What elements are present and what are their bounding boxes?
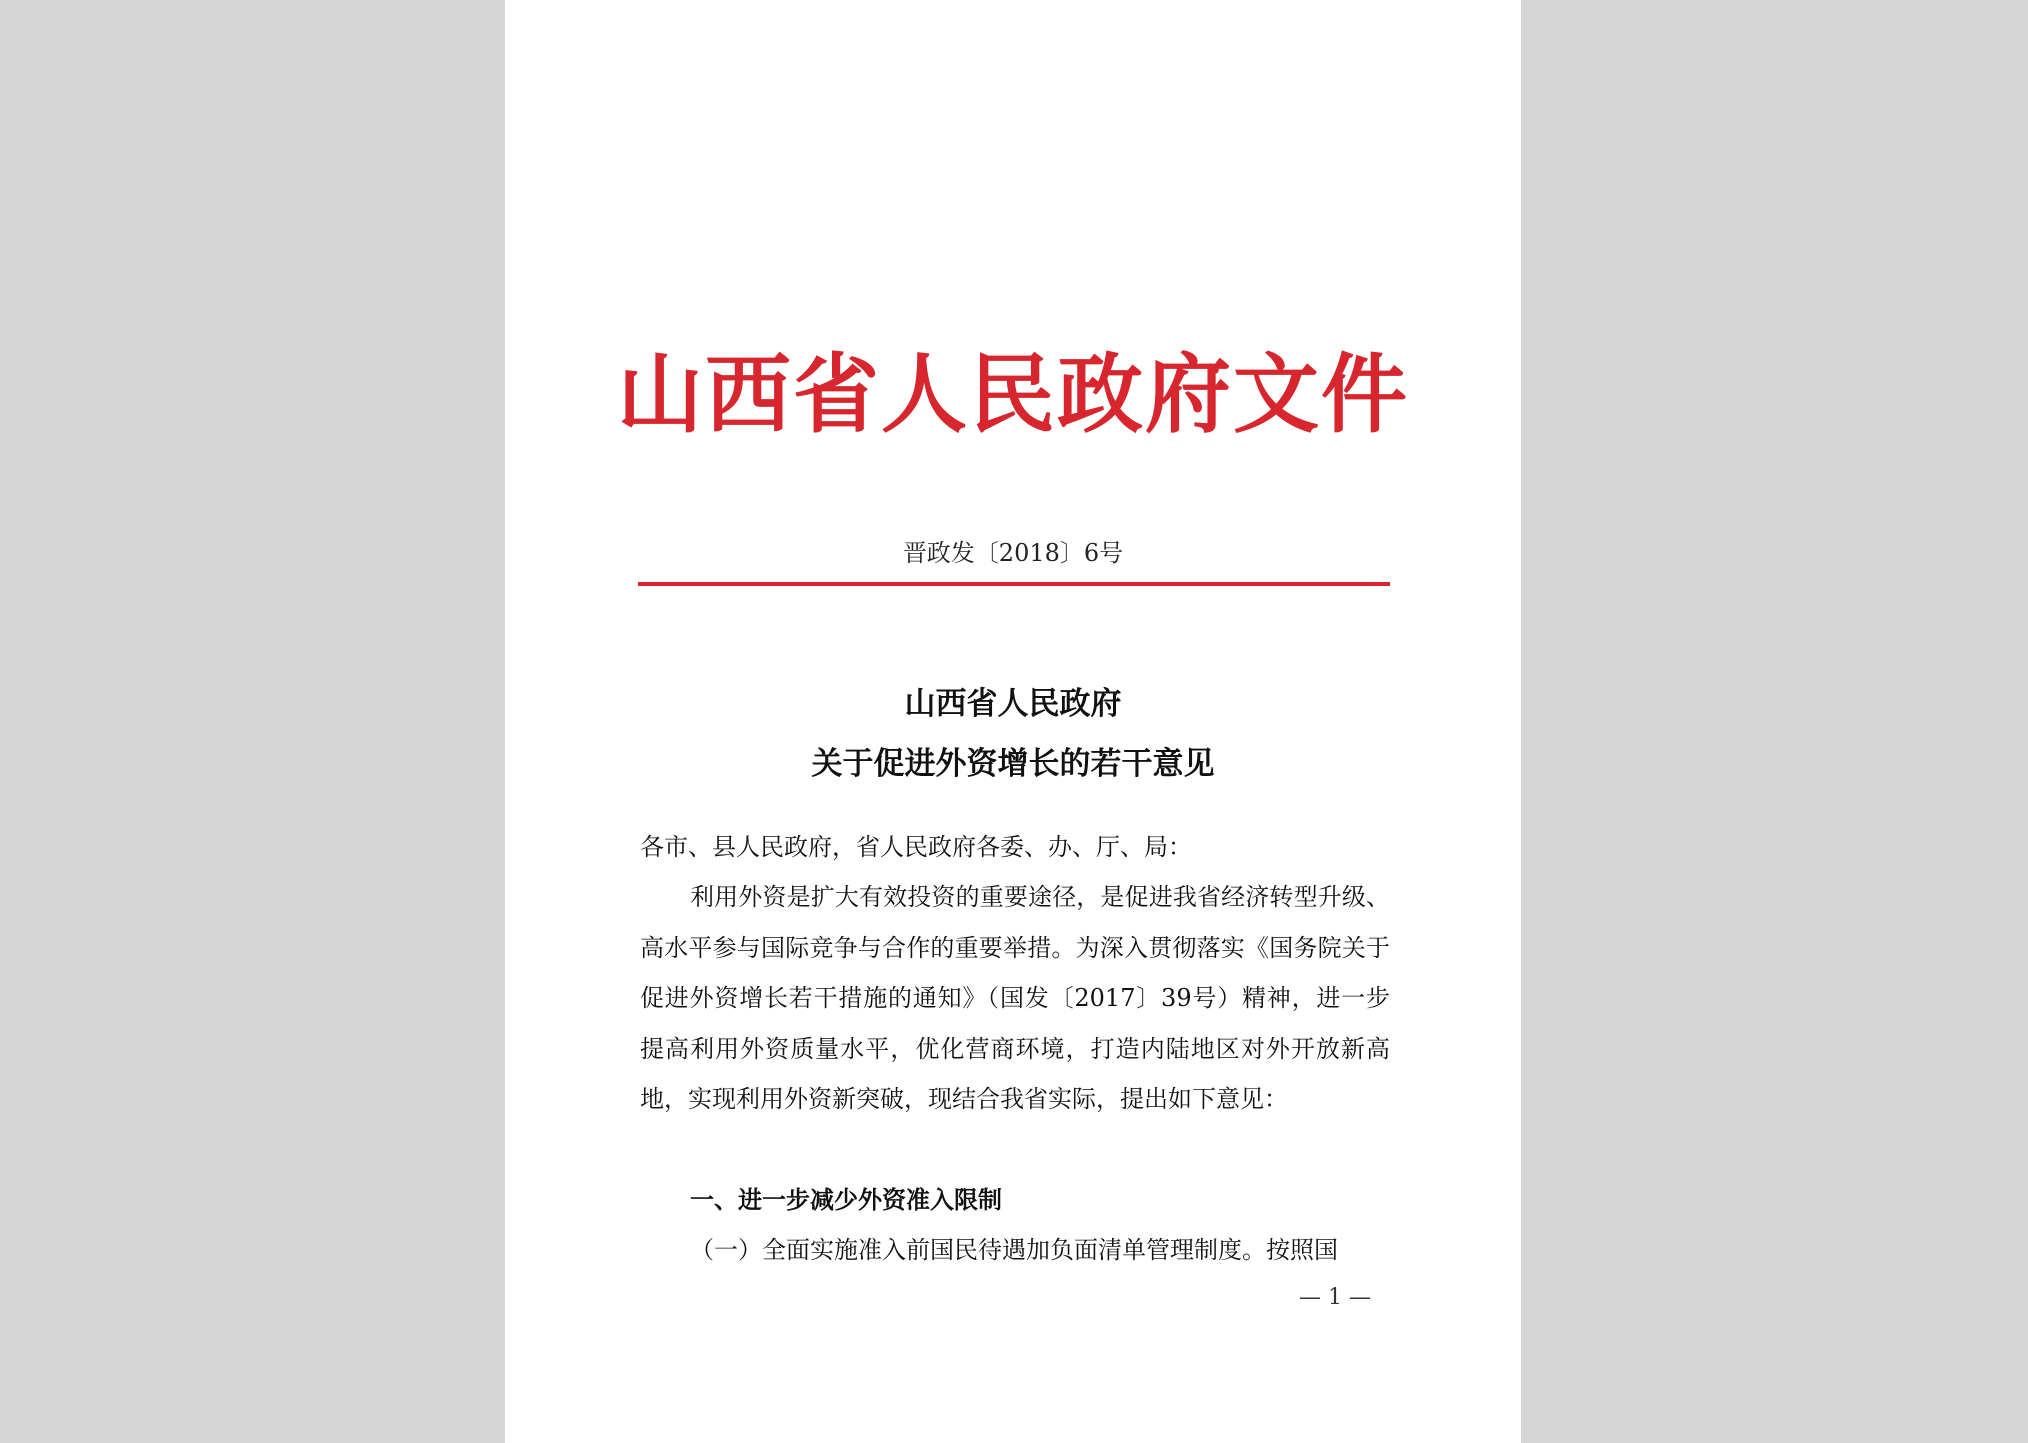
page-number: — 1 — [1299,1285,1371,1310]
salutation: 各市、县人民政府，省人民政府各委、办、厅、局： [640,833,1192,861]
document-number: 晋政发〔2018〕6号 [902,539,1124,567]
section-heading-1: 一、进一步减少外资准入限制 [690,1185,1002,1214]
document-title-line1: 山西省人民政府 [904,686,1122,722]
red-divider-line [638,582,1390,586]
document-title-line2: 关于促进外资增长的若干意见 [811,746,1215,782]
body-paragraph-1: 利用外资是扩大有效投资的重要途径，是促进我省经济转型升级、高水平参与国际竞争与合作的重要举措。为深入贯彻落实《国务院关于促进外资增长若干措施的通知》（国发〔2017〕39号）精神，进一步提高利用外资质量水平，优化营商环境，打造内陆地区对外开放新高地，实现利用外资新突破，现结合我省实际，提出如下意见： [640,883,1390,1113]
section-item-1: （一）全面实施准入前国民待遇加负面清单管理制度。按照国 [690,1236,1338,1264]
masthead-title: 山西省人民政府文件 [617,344,1409,445]
document-page [505,0,1521,1443]
